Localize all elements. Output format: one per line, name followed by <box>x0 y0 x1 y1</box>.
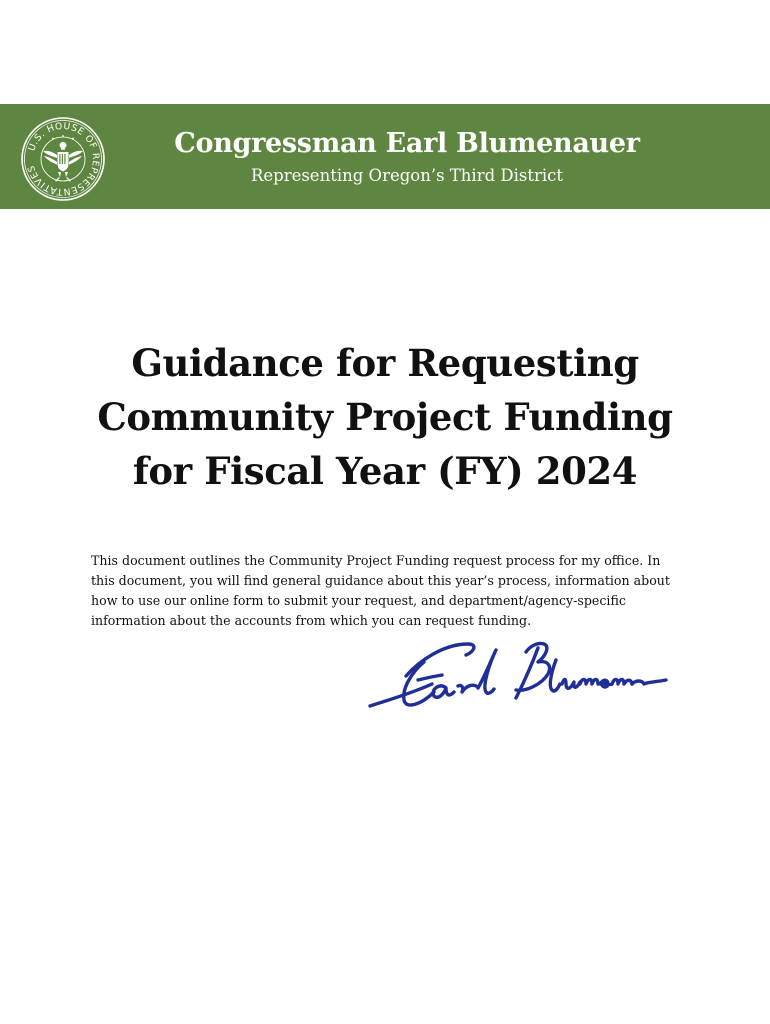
document-title <box>40 336 730 498</box>
intro-line: this document, you will find general guidance about this year’s process, information about <box>91 573 670 588</box>
handwritten-signature <box>362 636 672 722</box>
header-banner <box>0 104 770 209</box>
intro-line: This document outlines the Community Project Funding request process for my office. In <box>91 553 661 568</box>
document-title-line: for Fiscal Year (FY) 2024 <box>132 449 638 493</box>
svg-text:U.S. HOUSE OF REPRESENTATIVES: U.S. HOUSE OF REPRESENTATIVES <box>25 120 102 198</box>
intro-line: information about the accounts from which you can request funding. <box>91 613 532 628</box>
intro-paragraph <box>91 551 691 631</box>
document-title-line: Guidance for Requesting <box>131 341 639 385</box>
intro-line: how to use our online form to submit your request, and department/agency-specific <box>91 593 626 608</box>
document-title-line: Community Project Funding <box>97 395 673 439</box>
congressman-name: Congressman Earl Blumenauer <box>174 128 640 159</box>
district-subtitle: Representing Oregon’s Third District <box>250 166 564 185</box>
